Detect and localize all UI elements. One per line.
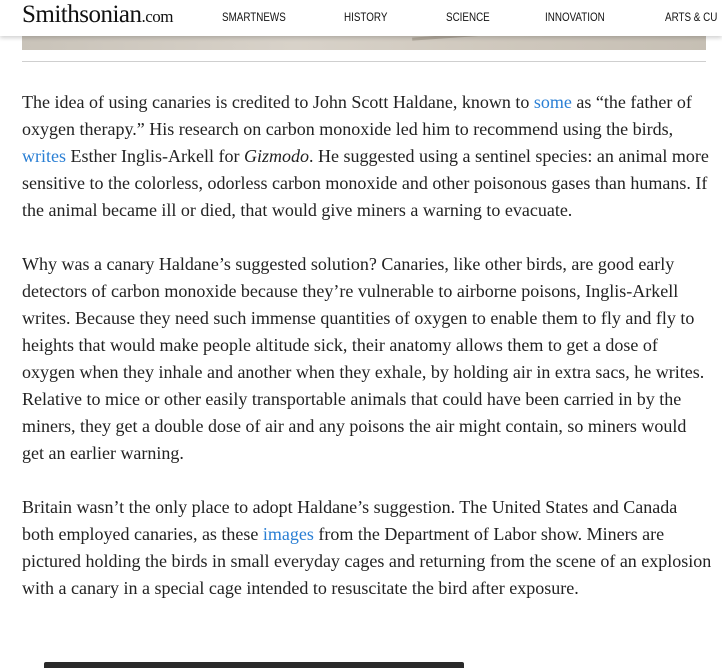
p1-text-1: The idea of using canaries is credited to John Scott Haldane, known to (22, 92, 534, 112)
article-body (22, 89, 712, 629)
logo-suffix: .com (141, 7, 174, 26)
logo-wordmark: Smithsonian (22, 1, 142, 28)
nav-history[interactable]: HISTORY (344, 10, 388, 24)
p3-text-1: Britain wasn’t the only place to adopt Haldane’s suggestion. The United States and Canada both employed canaries, as these (22, 497, 678, 544)
publication-name: Gizmodo (243, 146, 309, 166)
nav-arts-culture[interactable]: ARTS & CU (665, 10, 718, 24)
nav-smartnews[interactable]: SMARTNEWS (222, 10, 286, 24)
p3-text-2: from the Department of Labor show. Miners are pictured holding the birds in small everyday cages and returning from the scene of an explosion with a canary in a special cage intended to resuscitate the bird after exposure. (22, 524, 712, 598)
p1-text-2: as “the father of oxygen therapy.” His research on carbon monoxide led him to recommend using the birds, (22, 92, 692, 139)
p1-text-3: Esther Inglis-Arkell for (66, 146, 244, 166)
p1-text-4: . He suggested using a sentinel species: an animal more sensitive to the colorless, odorless carbon monoxide and other poisonous gases than humans. If the animal became ill or died, that would give miners a warning to evacuate. (22, 146, 709, 220)
content-divider (22, 61, 706, 62)
smithsonian-logo[interactable] (22, 1, 173, 29)
link-writes[interactable]: writes (22, 146, 66, 166)
paragraph-1 (22, 89, 712, 224)
paragraph-2: Why was a canary Haldane’s suggested solution? Canaries, like other birds, are good early detectors of carbon monoxide because they’re vulnerable to airborne poisons, Inglis-Arkell writes. Because they need such immense quantities of oxygen to enable them to fly and fly to heights that would make people altitude sick, their anatomy allows them to get a dose of oxygen when they inhale and another when they exhale, by holding air in extra sacs, he writes. Relative to mice or other easily transportable animals that could have been carried in by the miners, they get a double dose of air and any poisons the air might contain, so miners would get an earlier warning. (22, 254, 705, 463)
nav-science[interactable]: SCIENCE (446, 10, 490, 24)
next-image-edge (44, 662, 464, 668)
link-images[interactable]: images (262, 524, 314, 544)
link-some[interactable]: some (533, 92, 572, 112)
paragraph-3 (22, 494, 712, 602)
nav-innovation[interactable]: INNOVATION (545, 10, 605, 24)
site-header (0, 0, 722, 36)
